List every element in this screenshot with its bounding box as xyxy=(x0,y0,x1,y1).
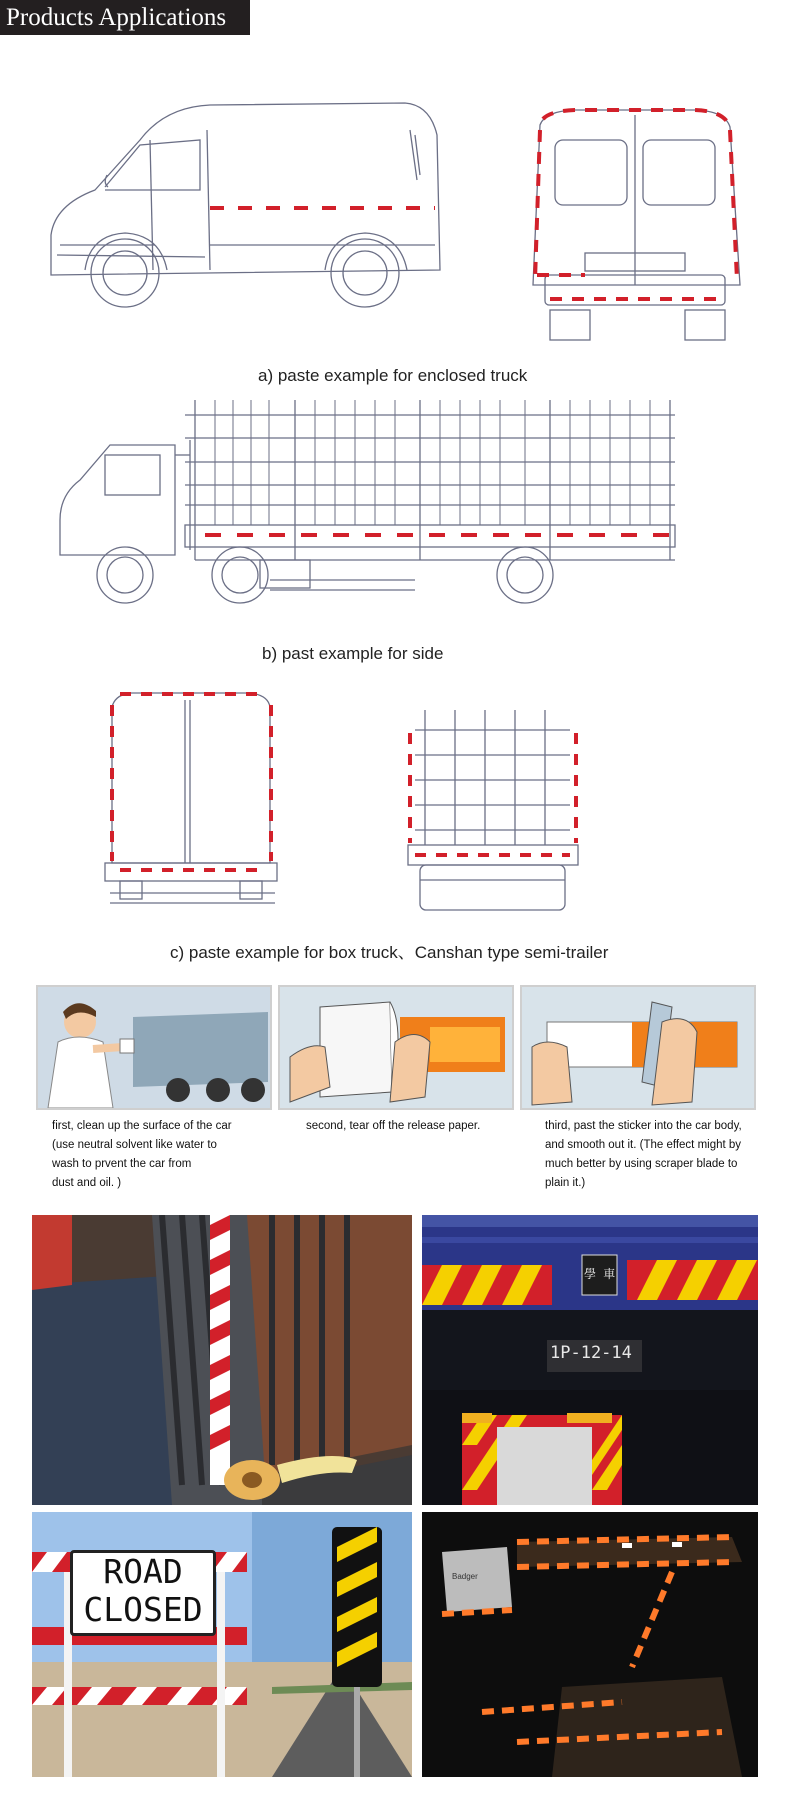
step-1-text: first, clean up the surface of the car (use neutral solvent like water to wash to prvent the car from dust and oil. ) xyxy=(52,1120,232,1189)
step-2-text: second, tear off the release paper. xyxy=(306,1120,481,1132)
step-1-illustration xyxy=(36,985,272,1110)
photo-road-closed-sign xyxy=(32,1512,412,1777)
truck-placard-text: 學 車 xyxy=(584,1267,616,1281)
step-3-illustration xyxy=(520,985,756,1110)
license-plate-text: 1P-12-14 xyxy=(550,1343,632,1363)
semi-trailer-rear-drawing xyxy=(400,695,585,915)
caption-a: a) paste example for enclosed truck xyxy=(258,366,528,385)
step-2-illustration xyxy=(278,985,514,1110)
box-truck-rear-drawing xyxy=(100,685,285,915)
enclosed-truck-rear-drawing xyxy=(525,105,755,350)
photo-truck-rear-chevrons xyxy=(422,1215,758,1505)
photo-striped-door-frame xyxy=(32,1215,412,1505)
caption-c: c) paste example for box truck、Canshan type semi-trailer xyxy=(170,943,609,962)
section-header: Products Applications xyxy=(0,0,250,35)
road-closed-sign-text: ROAD CLOSED xyxy=(70,1550,216,1636)
enclosed-truck-side-drawing xyxy=(45,95,495,330)
flatbed-truck-side-drawing xyxy=(55,400,685,615)
step-3-text: third, past the sticker into the car body, and smooth out it. (The effect might by much better by using scraper blade to plain it.) xyxy=(545,1120,742,1189)
bucket-brand-label: Badger xyxy=(452,1572,478,1581)
photo-night-bucket-truck xyxy=(422,1512,758,1777)
caption-b: b) past example for side xyxy=(262,644,444,663)
